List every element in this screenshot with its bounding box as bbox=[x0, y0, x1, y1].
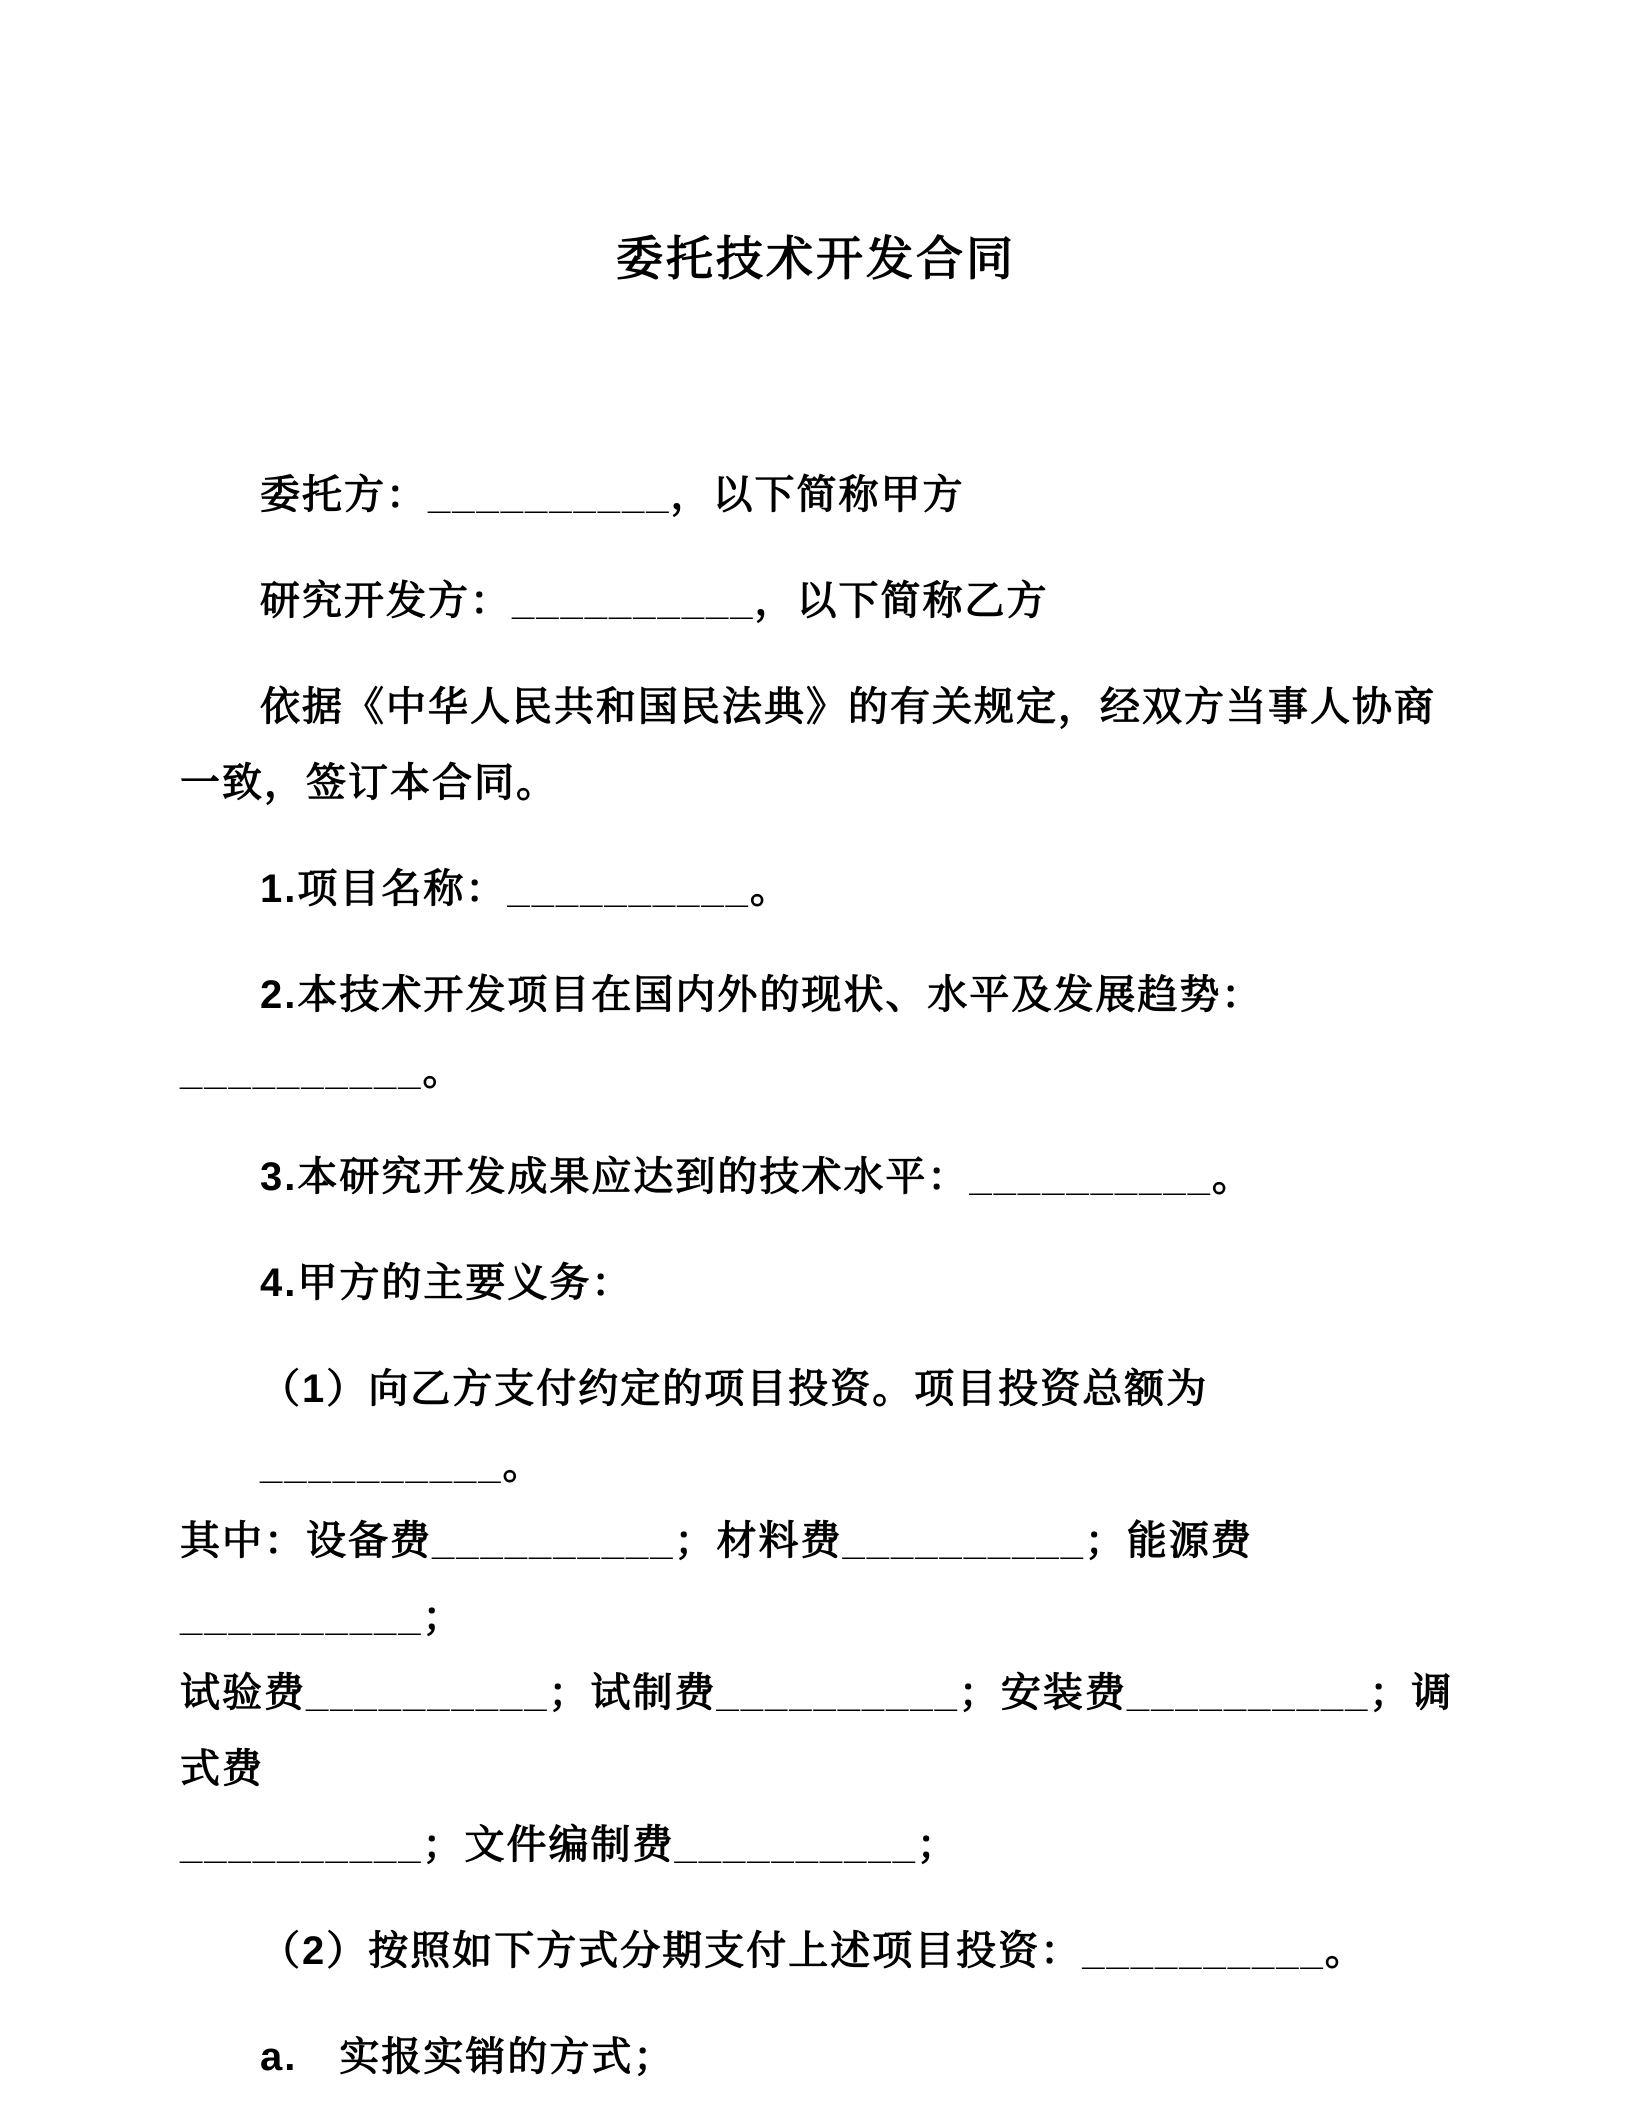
line-legal-basis: 依据《中华人民共和国民法典》的有关规定，经双方当事人协商 bbox=[260, 685, 1436, 729]
line-item-4-2-installment-payment: （2）按照如下方式分期支付上述项目投资：__________。 bbox=[260, 1929, 1367, 1973]
line-item-4-party-a-obligations: 4.甲方的主要义务： bbox=[260, 1261, 634, 1305]
line-item-4-1-investment-total: （1）向乙方支付约定的项目投资。项目投资总额为__________。 bbox=[260, 1367, 1209, 1487]
line-option-a-reimbursement: a. 实报实销的方式； bbox=[260, 2035, 676, 2079]
line-fees-equipment-material-energy: 其中：设备费__________；材料费__________；能源费__________； bbox=[180, 1519, 1253, 1639]
line-developer-party: 研究开发方：__________，以下简称乙方 bbox=[260, 579, 1049, 623]
line-fees-test-trial-install-debug: 试验费__________；试制费__________；安装费__________；调式费 bbox=[180, 1671, 1454, 1791]
line-entrusting-party: 委托方：__________，以下简称甲方 bbox=[260, 473, 965, 517]
line-item-2-status-trends: 2.本技术开发项目在国内外的现状、水平及发展趋势： bbox=[260, 973, 1264, 1017]
line-legal-basis-continuation: 一致，签订本合同。 bbox=[180, 761, 558, 805]
line-item-2-blank: __________。 bbox=[180, 1049, 465, 1093]
line-fees-document-compilation: __________；文件编制费__________； bbox=[180, 1823, 959, 1867]
document-title: 委托技术开发合同 bbox=[616, 232, 1016, 285]
contract-document-body bbox=[0, 457, 1632, 2095]
line-item-1-project-name: 1.项目名称：__________。 bbox=[260, 867, 792, 911]
line-item-3-tech-level: 3.本研究开发成果应达到的技术水平：__________。 bbox=[260, 1155, 1254, 1199]
